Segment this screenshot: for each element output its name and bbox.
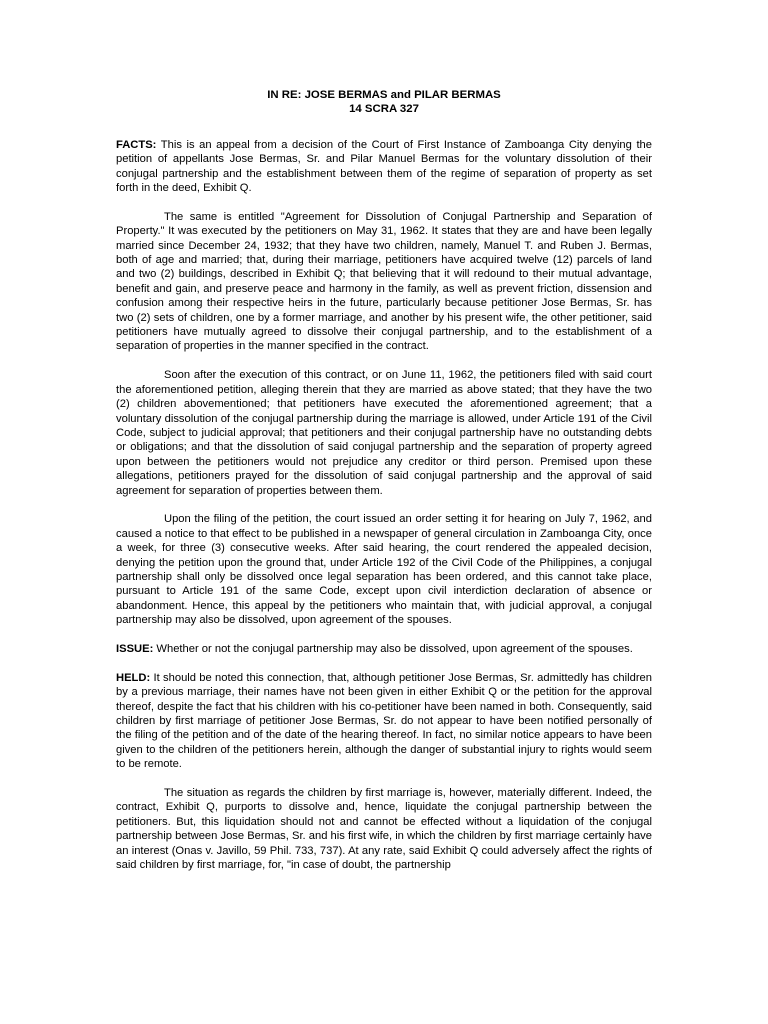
facts-label: FACTS: [116, 138, 157, 151]
document-body [116, 88, 652, 887]
held-paragraph [116, 671, 652, 772]
agreement-paragraph: The same is entitled "Agreement for Dissolution of Conjugal Partnership and Separation of Property." It was executed by the petitioners on May 31, 1962. It states that they are and have been legally married since December 24, 1932; that they have two children, namely, Manuel T. and Ruben J. Bermas, both of age and married; that, during their marriage, petitioners have acquired twelve (12) parcels of land and two (2) buildings, described in Exhibit Q; that believing that it will redound to their mutual advantage, benefit and gain, and preserve peace and harmony in the family, as well as prevent friction, dissension and confusion among their respective heirs in the future, particularly because petitioner Jose Bermas, Sr. has two (2) sets of children, one by a former marriage, and another by his present wife, the other petitioner, said petitioners have mutually agreed to dissolve their conjugal partnership, and to the establishment of a separation of properties in the manner specified in the contract. [116, 210, 652, 353]
facts-paragraph [116, 138, 652, 196]
first-marriage-paragraph: The situation as regards the children by first marriage is, however, materially different. Indeed, the contract, Exhibit Q, purports to dissolve and, hence, liquidate the conjugal partnership between the petitioners. But, this liquidation should not and cannot be effected without a liquidation of the conjugal partnership between Jose Bermas, Sr. and his first wife, in which the children by first marriage certainly have an interest (Onas v. Javillo, 59 Phil. 733, 737). At any rate, said Exhibit Q could adversely affect the rights of said children by first marriage, for, "in case of doubt, the partnership [116, 787, 652, 872]
held-text: It should be noted this connection, that, although petitioner Jose Bermas, Sr. admittedly has children by a previous marriage, their names have not been given in either Exhibit Q or the petition for the approval thereof, despite the fact that his children with his co-petitioner have been named in both. Consequently, said children by first marriage of petitioner Jose Bermas, Sr. do not appear to have been notified personally of the filing of the petition and of the date of the hearing thereof. In fact, no similar notice appears to have been given to the children of the petitioners herein, although the danger of substantial injury to rights would seem to be remote. [116, 671, 652, 771]
petition-paragraph: Soon after the execution of this contract, or on June 11, 1962, the petitioners filed with said court the aforementioned petition, alleging therein that they are married as above stated; that they have the two (2) children abovementioned; that petitioners have executed the aforementioned agreement; that a voluntary dissolution of the conjugal partnership during the marriage is allowed, under Article 191 of the Civil Code, subject to judicial approval; that petitioners and their conjugal partnership have no outstanding debts or obligations; and that the dissolution of said conjugal partnership and the separation of property agreed upon between the petitioners would not prejudice any creditor or third person. Premised upon these allegations, petitioners prayed for the dissolution of said conjugal partnership and the approval of said agreement for separation of properties between them. [116, 369, 652, 497]
held-label: HELD: [116, 671, 151, 684]
issue-paragraph [116, 642, 652, 656]
case-citation: 14 SCRA 327 [349, 103, 419, 116]
case-title: IN RE: JOSE BERMAS and PILAR BERMAS [267, 89, 501, 101]
title-spacer [116, 117, 652, 138]
facts-text: This is an appeal from a decision of the Court of First Instance of Zamboanga City denying the petition of appellants Jose Bermas, Sr. and Pilar Manuel Bermas for the voluntary dissolution of their conjugal partnership and the establishment between them of the regime of separation of property as set forth in the deed, Exhibit Q. [116, 138, 652, 195]
hearing-paragraph: Upon the filing of the petition, the court issued an order setting it for hearing on July 7, 1962, and caused a notice to that effect to be published in a newspaper of general circulation in Zamboanga City, once a week, for three (3) consecutive weeks. After said hearing, the court rendered the appealed decision, denying the petition upon the ground that, under Article 192 of the Civil Code of the Philippines, a conjugal partnership shall only be dissolved once legal separation has been ordered, and this cannot take place, pursuant to Article 191 of the same Code, except upon civil interdiction declaration of absence or abandonment. Hence, this appeal by the petitioners who maintain that, with judicial approval, a conjugal partnership may also be dissolved, upon agreement of the spouses. [116, 513, 652, 627]
issue-label: ISSUE: [116, 642, 154, 655]
issue-text: Whether or not the conjugal partnership may also be dissolved, upon agreement of the spouses. [153, 642, 633, 655]
